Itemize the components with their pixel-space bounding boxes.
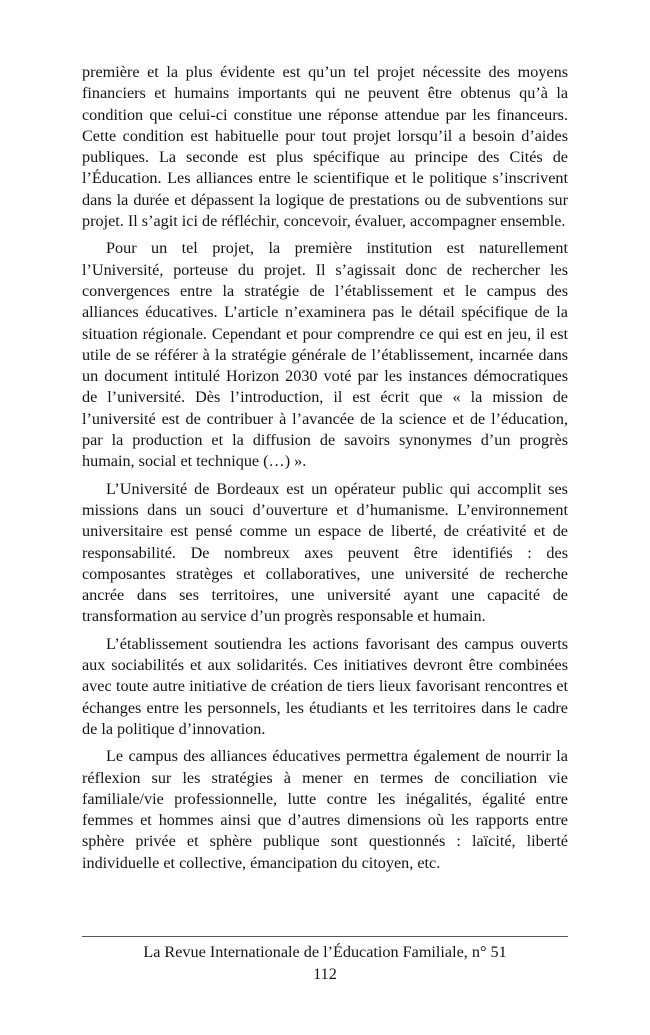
paragraph-continuation: première et la plus évidente est qu’un tel projet nécessite des moyens financiers et humains importants qui ne peuvent être obtenus qu’à la condition que celui-ci constitue une réponse attendue par les financeurs. Cette condition est habituelle pour tout projet lorsqu’il a besoin d’aides publiques. La seconde est plus spécifique au principe des Cités de l’Éducation. Les alliances entre le scientifique et le politique s’inscrivent dans la durée et dépassent la logique de prestations ou de subventions sur projet. Il s’agit ici de réfléchir, concevoir, évaluer, accompagner ensemble.: [82, 63, 568, 231]
footer-divider: [82, 936, 568, 937]
body-text: [82, 62, 568, 880]
footer-journal-title: La Revue Internationale de l’Éducation Familiale, n° 51: [143, 943, 507, 961]
paragraph-campus-support: L’établissement soutiendra les actions favorisant des campus ouverts aux sociabilités et aux solidarités. Ces initiatives devront être combinées avec toute autre initiative de création de tiers lieux favorisant rencontres et échanges entre les personnels, les étudiants et les territoires dans le cadre de la politique d’innovation.: [82, 634, 568, 738]
paragraph-university-strategy: Pour un tel projet, la première institution est naturellement l’Université, porteuse du projet. Il s’agissait donc de rechercher les convergences entre la stratégie de l’établissement et le campus des alliances éducatives. L’article n’examinera pas le détail spécifique de la situation régionale. Cependant et pour comprendre ce qui est en jeu, il est utile de se référer à la stratégie générale de l’établissement, incarnée dans un document intitulé Horizon 2030 voté par les instances démocratiques de l’université. Dès l’introduction, il est écrit que « la mission de l’université est de contribuer à l’avancée de la science et de l’éducation, par la production et la diffusion de savoirs synonymes d’un progrès humain, social et technique (…) ».: [82, 239, 568, 471]
paragraph-campus-alliances: Le campus des alliances éducatives permettra également de nourrir la réflexion sur les stratégies à mener en termes de conciliation vie familiale/vie professionnelle, lutte contre les inégalités, égalité entre femmes et hommes ainsi que d’autres dimensions où les rapports entre sphère privée et sphère publique sont questionnés : laïcité, liberté individuelle et collective, émancipation du citoyen, etc.: [82, 747, 568, 872]
paragraph-bordeaux-university: L’Université de Bordeaux est un opérateur public qui accomplit ses missions dans un souci d’ouverture et d’humanisme. L’environnement universitaire est pensé comme un espace de liberté, de créativité et de responsabilité. De nombreux axes peuvent être identifiés : des composantes stratèges et collaboratives, une université de recherche ancrée dans ses territoires, une université ayant une capacité de transformation au service d’un progrès responsable et humain.: [82, 479, 568, 626]
page-number: 112: [313, 965, 337, 983]
